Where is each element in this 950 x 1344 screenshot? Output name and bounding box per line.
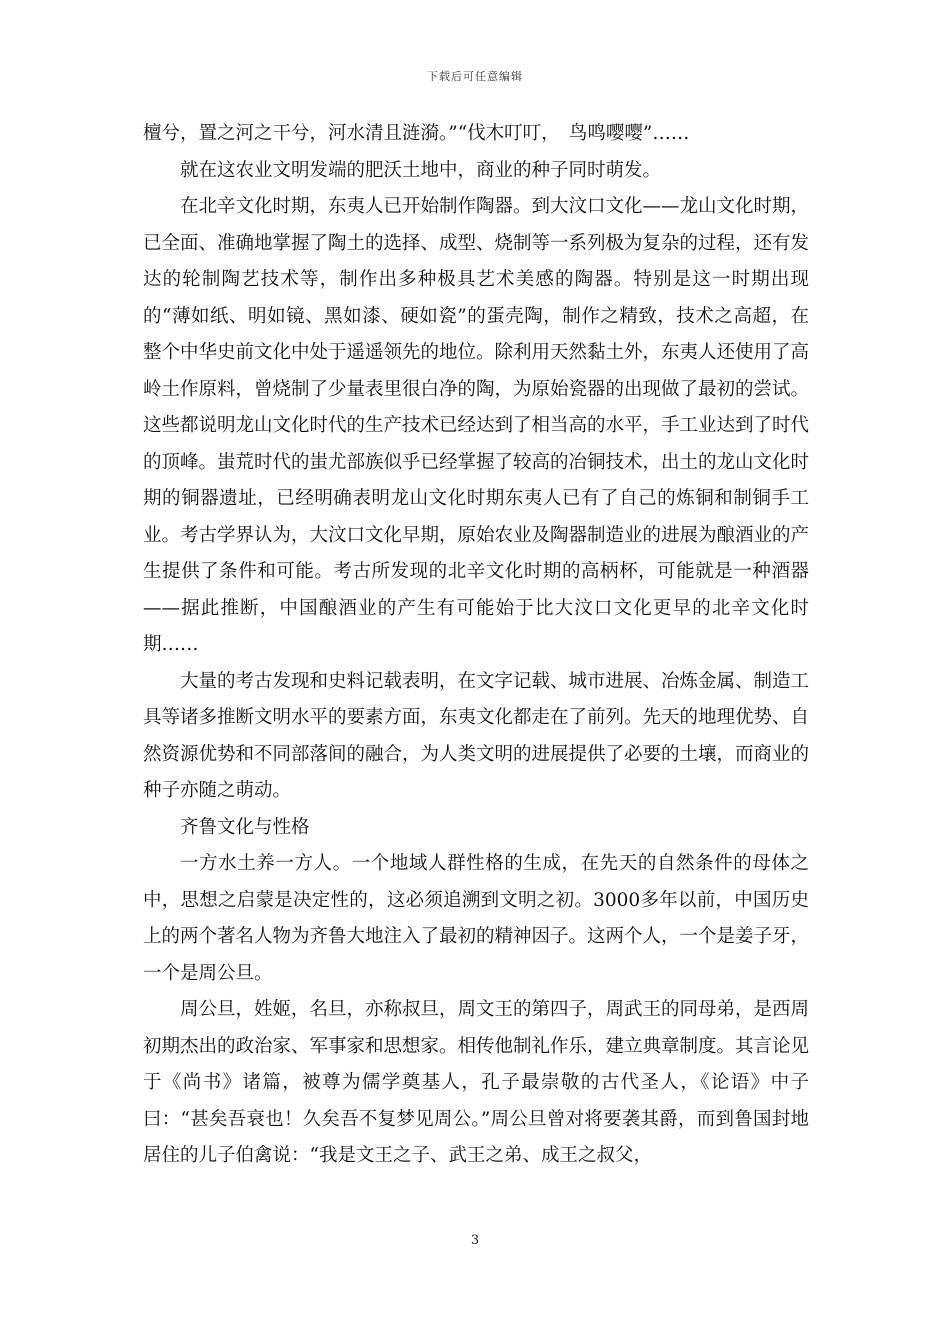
paragraph: 在北辛文化时期，东夷人已开始制作陶器。到大汶口文化——龙山文化时期，已全面、准确地掌握了陶土的选择、成型、烧制等一系列极为复杂的过程，还有发达的轮制陶艺技术等，制作出多种极具艺术美感的陶器。特别是这一时期出现的“薄如纸、明如镜、黑如漆、硬如瓷”的蛋壳陶，制作之精致，技术之高超，在整个中华史前文化中处于遥遥领先的地位。除利用天然黏土外，东夷人还使用了高岭土作原料，曾烧制了少量表里很白净的陶，为原始瓷器的出现做了最初的尝试。这些都说明龙山文化时代的生产技术已经达到了相当高的水平，手工业达到了时代的顶峰。蚩荒时代的蚩尤部族似乎已经掌握了较高的冶铜技术，出土的龙山文化时期的铜器遗址，已经明确表明龙山文化时期东夷人已有了自己的炼铜和制铜手工业。考古学界认为，大汶口文化早期，原始农业及陶器制造业的进展为酿酒业的产生提供了条件和可能。考古所发现的北辛文化时期的高柄杯，可能就是一种酒器——据此推断，中国酿酒业的产生有可能始于比大汶口文化更早的北辛文化时期…… <box>143 196 810 655</box>
paragraph: 一方水土养一方人。一个地域人群性格的生成，在先天的自然条件的母体之中，思想之启蒙是决定性的，这必须追溯到文明之初。3000多年以前，中国历史上的两个著名人物为齐鲁大地注入了最初的精神因子。这两个人，一个是姜子牙，一个是周公旦。 <box>143 853 810 984</box>
paragraph: 大量的考古发现和史料记载表明，在文字记载、城市进展、冶炼金属、制造工具等诸多推断文明水平的要素方面，东夷文化都走在了前列。先天的地理优势、自然资源优势和不同部落间的融合，为人类文明的进展提供了必要的土壤，而商业的种子亦随之萌动。 <box>143 670 810 801</box>
paragraph-continuation: 檀兮，置之河之干兮，河水清且涟漪。”“伐木叮叮， 鸟鸣嘤嘤”…… <box>143 123 690 144</box>
page-header: 下载后可任意编辑 <box>427 70 523 83</box>
document-body <box>143 116 809 1175</box>
paragraph: 周公旦，姓姬，名旦，亦称叔旦，周文王的第四子，周武王的同母弟，是西周初期杰出的政治家、军事家和思想家。相传他制礼作乐，建立典章制度。其言论见于《尚书》诸篇，被尊为儒学奠基人，孔子最崇敬的古代圣人，《论语》中子曰：“甚矣吾衰也！久矣吾不复梦见周公。”周公旦曾对将要袭其爵，而到鲁国封地居住的儿子伯禽说：“我是文王之子、武王之弟、成王之叔父， <box>143 999 810 1166</box>
section-heading: 齐鲁文化与性格 <box>180 816 310 838</box>
page-number: 3 <box>470 1233 480 1248</box>
paragraph: 就在这农业文明发端的肥沃土地中，商业的种子同时萌发。 <box>180 159 662 181</box>
